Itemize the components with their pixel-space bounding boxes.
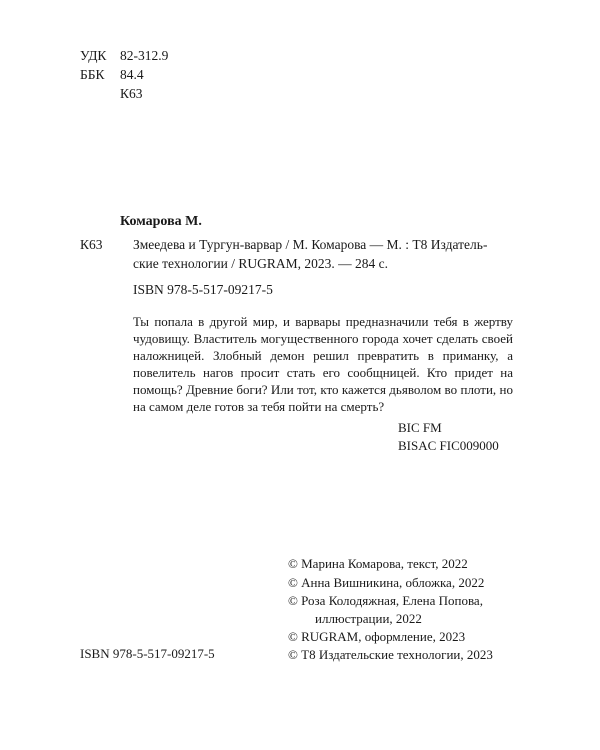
copyright-line-4: иллюстрации, 2022: [315, 611, 422, 626]
annotation: Ты попала в другой мир, и варвары предназначили тебя в жертву чудовищу. Властитель могущественного города хочет сделать своей наложницей. Злобный демон решил превратить в приманку, а повелитель нагов просит стать его сообщницей. Кто придет на помощь? Древние боги? Или тот, кто кажется дьяволом во плоти, но на самом деле готов за тебя пойти на смерть?: [133, 314, 513, 414]
bib-line-1: Змеедева и Тургун-варвар / М. Комарова — М. : Т8 Издатель-: [133, 237, 488, 252]
isbn-bottom: ISBN 978-5-517-09217-5: [80, 646, 215, 661]
author-name: Комарова М.: [120, 214, 202, 229]
bib-margin-mark: К63: [80, 237, 103, 252]
copyright-line-3: © Роза Колодяжная, Елена Попова,: [288, 593, 483, 608]
author-mark: К63: [120, 86, 143, 101]
bibliographic-record: [133, 236, 511, 273]
copyright-line-2: © Анна Вишникина, обложка, 2022: [288, 575, 485, 590]
bbk-label: ББК: [80, 67, 105, 82]
udk-value: 82-312.9: [120, 48, 169, 63]
isbn-main: ISBN 978-5-517-09217-5: [133, 282, 273, 297]
copyright-line-1: © Марина Комарова, текст, 2022: [288, 556, 468, 571]
copyright-line-6: © Т8 Издательские технологии, 2023: [288, 647, 493, 662]
bisac-code: BISAC FIC009000: [398, 438, 499, 453]
bic-code: BIC FM: [398, 420, 442, 435]
bbk-line: [80, 66, 144, 84]
udk-line: [80, 47, 168, 65]
bib-line-2: ские технологии / RUGRAM, 2023. — 284 с.: [133, 255, 389, 271]
bbk-value: 84.4: [120, 67, 144, 82]
copyright-line-5: © RUGRAM, оформление, 2023: [288, 629, 466, 644]
udk-label: УДК: [80, 48, 107, 63]
